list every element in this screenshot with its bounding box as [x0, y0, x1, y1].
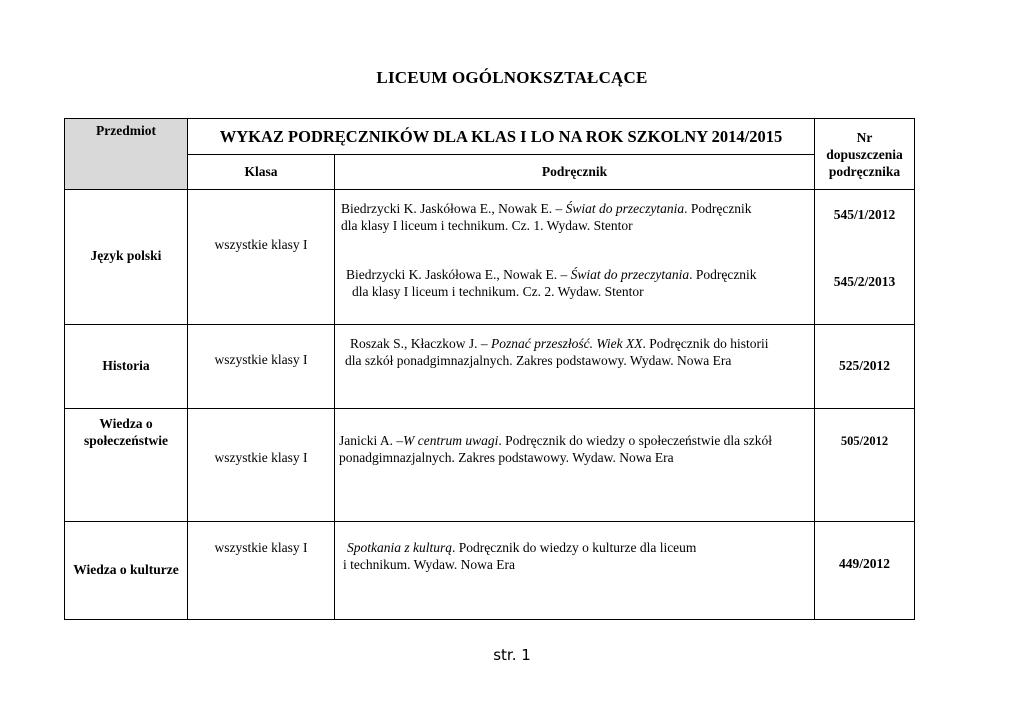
- approval-number: 449/2012: [838, 556, 890, 571]
- textbook-entry: [346, 266, 757, 300]
- subject-label: Wiedza o kulturze: [73, 562, 179, 577]
- book-description: . Podręcznik: [684, 201, 752, 216]
- number-cell: [815, 409, 915, 522]
- book-description: . Podręcznik do historii: [642, 336, 769, 351]
- header-approval-line2: dopuszczenia: [826, 146, 903, 162]
- class-label: wszystkie klasy I: [214, 237, 308, 252]
- subject-label: Historia: [102, 358, 150, 373]
- subject-label: Język polski: [90, 248, 162, 263]
- textbook-entry: [341, 200, 752, 234]
- number-cell: [815, 522, 915, 620]
- table-row: [65, 409, 915, 522]
- number-cell: [815, 190, 915, 325]
- subject-cell: [65, 325, 188, 409]
- header-class: Klasa: [188, 155, 335, 190]
- book-description: . Podręcznik do wiedzy o kulturze dla liceum: [452, 540, 697, 555]
- header-main-title: WYKAZ PODRĘCZNIKÓW DLA KLAS I LO NA ROK SZKOLNY 2014/2015: [188, 119, 815, 155]
- subject-line: społeczeństwie: [84, 433, 168, 448]
- subject-line: Wiedza o: [99, 416, 153, 431]
- book-details: dla szkół ponadgimnazjalnych. Zakres podstawowy. Wydaw. Nowa Era: [345, 353, 732, 368]
- subject-cell: [65, 409, 188, 522]
- class-cell: [188, 409, 335, 522]
- header-approval-line1: Nr: [856, 129, 873, 145]
- book-details: i technikum. Wydaw. Nowa Era: [343, 557, 516, 572]
- approval-number: 545/1/2012: [833, 207, 896, 222]
- class-label: wszystkie klasy I: [214, 352, 308, 367]
- book-title: W centrum uwagi: [403, 433, 499, 448]
- class-cell: [188, 325, 335, 409]
- class-cell: [188, 190, 335, 325]
- header-approval-line3: podręcznika: [828, 163, 901, 179]
- book-title: Poznać przeszłość. Wiek XX: [490, 336, 643, 351]
- class-label: wszystkie klasy I: [214, 540, 308, 555]
- subject-label: [65, 415, 187, 449]
- textbook-entry: [345, 335, 769, 369]
- textbook-entry: [339, 432, 772, 466]
- class-cell: [188, 522, 335, 620]
- approval-number: 505/2012: [840, 434, 889, 448]
- header-subject: Przedmiot: [65, 119, 188, 190]
- number-cell: [815, 325, 915, 409]
- document-title: LICEUM OGÓLNOKSZTAŁCĄCE: [376, 68, 648, 87]
- book-details: dla klasy I liceum i technikum. Cz. 2. Wydaw. Stentor: [352, 284, 644, 299]
- book-title: Świat do przeczytania: [570, 267, 690, 282]
- class-label: wszystkie klasy I: [214, 450, 308, 465]
- header-textbook: Podręcznik: [335, 155, 815, 190]
- textbook-cell: [335, 190, 815, 325]
- book-description: . Podręcznik do wiedzy o społeczeństwie dla szkół: [498, 433, 773, 448]
- book-title: Świat do przeczytania: [565, 201, 685, 216]
- textbook-cell: [335, 325, 815, 409]
- textbook-table: [64, 118, 915, 620]
- header-approval-number: [815, 119, 915, 190]
- approval-number: 525/2012: [838, 358, 890, 373]
- table-row: [65, 325, 915, 409]
- page-number: str. 1: [493, 646, 531, 664]
- subject-cell: [65, 522, 188, 620]
- book-description: . Podręcznik: [689, 267, 757, 282]
- book-authors: Biedrzycki K. Jaskółowa E., Nowak E. –: [341, 201, 566, 216]
- book-authors: Biedrzycki K. Jaskółowa E., Nowak E. –: [346, 267, 571, 282]
- table-row: [65, 522, 915, 620]
- book-title: Spotkania z kulturą: [347, 540, 452, 555]
- book-authors: Janicki A. –: [339, 433, 404, 448]
- book-details: ponadgimnazjalnych. Zakres podstawowy. Wydaw. Nowa Era: [339, 450, 674, 465]
- textbook-cell: [335, 522, 815, 620]
- textbook-cell: [335, 409, 815, 522]
- approval-number: 545/2/2013: [833, 274, 896, 289]
- book-details: dla klasy I liceum i technikum. Cz. 1. Wydaw. Stentor: [341, 218, 633, 233]
- table-row: [65, 190, 915, 325]
- textbook-entry: [343, 539, 697, 573]
- subject-cell: [65, 190, 188, 325]
- book-authors: Roszak S., Kłaczkow J. –: [350, 336, 491, 351]
